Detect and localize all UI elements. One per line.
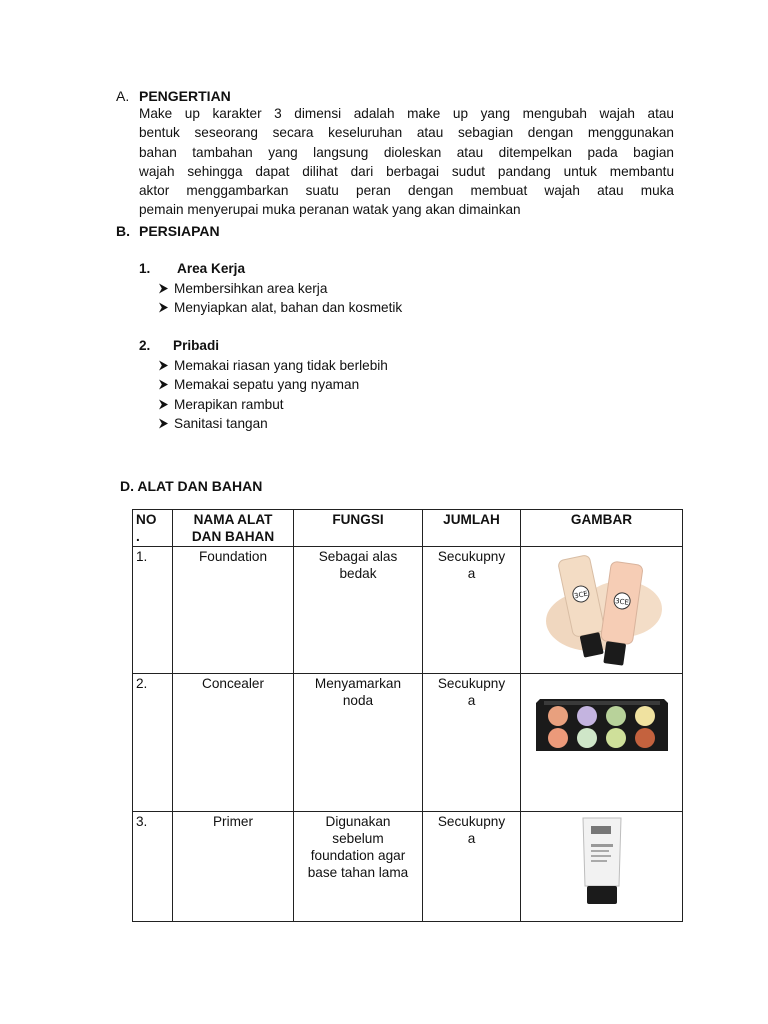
subsection-2-number: 2.	[139, 338, 151, 353]
row-fungsi: Sebagai alas bedak	[294, 547, 423, 674]
subsection-1-number: 1.	[139, 261, 151, 276]
row-gambar	[521, 812, 683, 922]
arrow-bullet-icon	[158, 399, 174, 410]
subsection-1-title: Area Kerja	[177, 261, 246, 276]
paragraph-line: pemain menyerupai muka peranan watak yang akan dimainkan	[139, 202, 521, 218]
color-corrector-palette-image	[534, 693, 670, 755]
row-no: 2.	[133, 674, 173, 812]
row-nama: Primer	[173, 812, 294, 922]
list-item	[158, 375, 388, 394]
list-item	[158, 395, 388, 414]
section-a-title: PENGERTIAN	[139, 88, 231, 104]
table-header-row	[133, 510, 683, 547]
paragraph-line: wajah sehingga dapat dilihat dari berbagai sudut pandang untuk membantu	[139, 163, 674, 179]
foundation-tubes-image	[537, 549, 667, 669]
primer-tube-image	[577, 816, 627, 908]
list-item	[158, 414, 388, 433]
header-fungsi: FUNGSI	[294, 510, 423, 547]
subsection-2-list	[158, 356, 388, 433]
row-no: 3.	[133, 812, 173, 922]
row-fungsi: Digunakan sebelum foundation agar base tahan lama	[294, 812, 423, 922]
table-row	[133, 674, 683, 812]
header-no: NO .	[133, 510, 173, 547]
list-item-text: Membersihkan area kerja	[174, 281, 328, 296]
paragraph-line: aktor menggambarkan suatu peran dengan membuat wajah atau muka	[139, 183, 674, 199]
list-item	[158, 279, 402, 298]
paragraph-line: bentuk seseorang secara keseluruhan atau sebagian dengan menggunakan	[139, 125, 674, 141]
section-b-letter: B.	[116, 223, 130, 239]
svg-text:3CE: 3CE	[614, 597, 629, 607]
table-row	[133, 547, 683, 674]
arrow-bullet-icon	[158, 379, 174, 390]
row-jumlah: Secukupny a	[423, 674, 521, 812]
header-gambar: GAMBAR	[521, 510, 683, 547]
section-d-title: D. ALAT DAN BAHAN	[120, 478, 263, 494]
arrow-bullet-icon	[158, 283, 174, 294]
row-jumlah: Secukupny a	[423, 547, 521, 674]
paragraph-line: Make up karakter 3 dimensi adalah make up yang mengubah wajah atau	[139, 106, 674, 121]
tools-table	[132, 509, 683, 922]
list-item	[158, 298, 402, 317]
row-fungsi: Menyamarkan noda	[294, 674, 423, 812]
table-row	[133, 812, 683, 922]
arrow-bullet-icon	[158, 302, 174, 313]
list-item	[158, 356, 388, 375]
section-a-letter: A.	[116, 88, 130, 104]
list-item-text: Menyiapkan alat, bahan dan kosmetik	[174, 300, 403, 316]
list-item-text: Merapikan rambut	[174, 396, 284, 412]
arrow-bullet-icon	[158, 360, 174, 371]
list-item-text: Sanitasi tangan	[174, 415, 268, 431]
header-nama: NAMA ALAT DAN BAHAN	[173, 510, 294, 547]
subsection-1-list	[158, 279, 402, 318]
list-item-text: Memakai riasan yang tidak berlebih	[174, 358, 388, 373]
paragraph-line: bahan tambahan yang langsung dioleskan atau ditempelkan pada bagian	[139, 144, 674, 160]
row-jumlah: Secukupny a	[423, 812, 521, 922]
subsection-2-title: Pribadi	[173, 338, 220, 353]
row-nama: Concealer	[173, 674, 294, 812]
row-gambar	[521, 674, 683, 812]
svg-text:3CE: 3CE	[573, 589, 589, 601]
row-gambar	[521, 547, 683, 674]
definition-paragraph	[139, 104, 674, 220]
section-b-title: PERSIAPAN	[139, 223, 220, 239]
header-jumlah: JUMLAH	[423, 510, 521, 547]
list-item-text: Memakai sepatu yang nyaman	[174, 377, 360, 393]
row-no: 1.	[133, 547, 173, 674]
row-nama: Foundation	[173, 547, 294, 674]
arrow-bullet-icon	[158, 418, 174, 429]
